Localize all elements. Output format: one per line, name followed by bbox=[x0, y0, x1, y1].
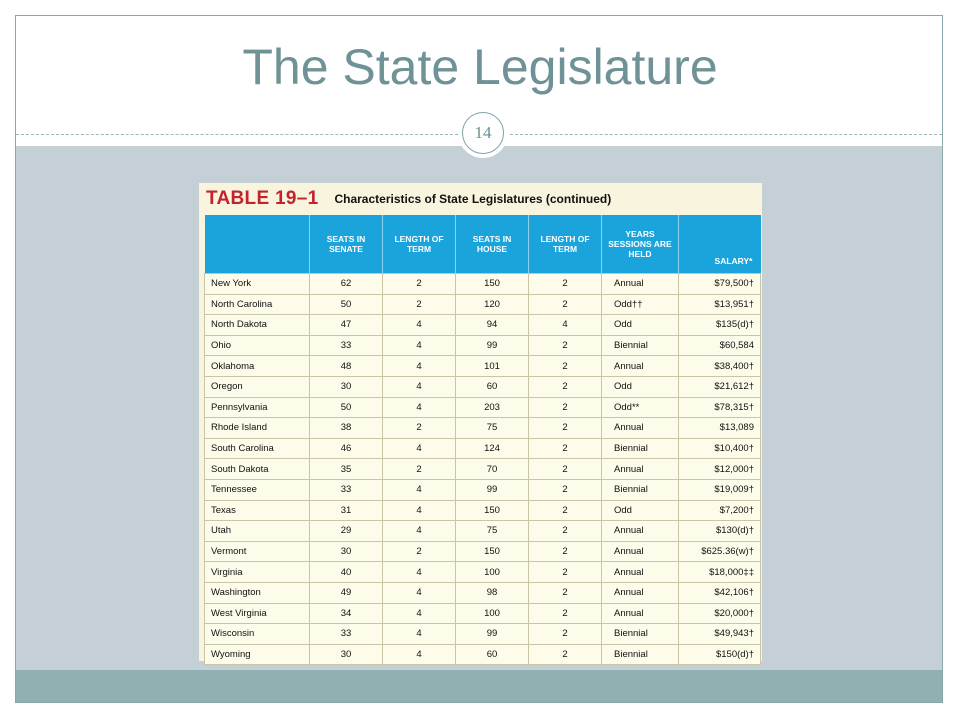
legislature-table-image bbox=[199, 183, 762, 661]
cell-senate-term: 4 bbox=[383, 397, 456, 418]
cell-sessions: Biennial bbox=[602, 644, 679, 665]
legislature-table bbox=[204, 215, 761, 665]
cell-house-seats: 60 bbox=[456, 644, 529, 665]
cell-house-seats: 99 bbox=[456, 624, 529, 645]
cell-sessions: Biennial bbox=[602, 624, 679, 645]
cell-senate-seats: 62 bbox=[310, 274, 383, 295]
header-state bbox=[205, 215, 310, 274]
cell-house-term: 2 bbox=[529, 418, 602, 439]
cell-senate-term: 2 bbox=[383, 294, 456, 315]
cell-house-term: 2 bbox=[529, 438, 602, 459]
slide-title: The State Legislature bbox=[242, 39, 718, 95]
cell-state: West Virginia bbox=[205, 603, 310, 624]
cell-sessions: Annual bbox=[602, 541, 679, 562]
cell-salary: $13,089 bbox=[679, 418, 761, 439]
header-salary: SALARY* bbox=[679, 215, 761, 274]
table-row bbox=[205, 459, 761, 480]
cell-house-term: 2 bbox=[529, 479, 602, 500]
cell-senate-seats: 33 bbox=[310, 335, 383, 356]
cell-house-seats: 99 bbox=[456, 479, 529, 500]
cell-sessions: Odd bbox=[602, 315, 679, 336]
cell-senate-term: 2 bbox=[383, 459, 456, 480]
cell-senate-seats: 30 bbox=[310, 644, 383, 665]
cell-state: Washington bbox=[205, 582, 310, 603]
cell-salary: $10,400† bbox=[679, 438, 761, 459]
table-row bbox=[205, 479, 761, 500]
cell-salary: $38,400† bbox=[679, 356, 761, 377]
cell-state: Texas bbox=[205, 500, 310, 521]
cell-senate-seats: 47 bbox=[310, 315, 383, 336]
table-row bbox=[205, 418, 761, 439]
cell-senate-term: 4 bbox=[383, 335, 456, 356]
cell-state: Oregon bbox=[205, 376, 310, 397]
table-row bbox=[205, 376, 761, 397]
cell-senate-term: 4 bbox=[383, 582, 456, 603]
cell-sessions: Odd bbox=[602, 500, 679, 521]
cell-senate-term: 4 bbox=[383, 500, 456, 521]
cell-sessions: Annual bbox=[602, 521, 679, 542]
cell-state: Ohio bbox=[205, 335, 310, 356]
cell-sessions: Odd bbox=[602, 376, 679, 397]
cell-senate-seats: 49 bbox=[310, 582, 383, 603]
cell-state: Vermont bbox=[205, 541, 310, 562]
table-row bbox=[205, 397, 761, 418]
cell-state: Wyoming bbox=[205, 644, 310, 665]
table-body bbox=[205, 274, 761, 665]
table-row bbox=[205, 582, 761, 603]
cell-house-seats: 75 bbox=[456, 521, 529, 542]
table-row bbox=[205, 315, 761, 336]
cell-house-term: 2 bbox=[529, 644, 602, 665]
cell-house-seats: 120 bbox=[456, 294, 529, 315]
cell-senate-term: 2 bbox=[383, 274, 456, 295]
cell-house-term: 2 bbox=[529, 274, 602, 295]
cell-senate-term: 4 bbox=[383, 479, 456, 500]
cell-house-term: 2 bbox=[529, 356, 602, 377]
table-row bbox=[205, 274, 761, 295]
cell-state: Rhode Island bbox=[205, 418, 310, 439]
cell-senate-term: 4 bbox=[383, 356, 456, 377]
cell-salary: $49,943† bbox=[679, 624, 761, 645]
cell-state: Oklahoma bbox=[205, 356, 310, 377]
cell-house-term: 2 bbox=[529, 397, 602, 418]
cell-house-term: 2 bbox=[529, 294, 602, 315]
cell-house-seats: 100 bbox=[456, 603, 529, 624]
table-row bbox=[205, 644, 761, 665]
cell-senate-term: 4 bbox=[383, 644, 456, 665]
cell-salary: $79,500† bbox=[679, 274, 761, 295]
cell-state: North Dakota bbox=[205, 315, 310, 336]
cell-state: Wisconsin bbox=[205, 624, 310, 645]
cell-senate-term: 2 bbox=[383, 418, 456, 439]
cell-senate-seats: 48 bbox=[310, 356, 383, 377]
cell-state: South Carolina bbox=[205, 438, 310, 459]
cell-house-term: 2 bbox=[529, 376, 602, 397]
table-header-row bbox=[205, 215, 761, 274]
cell-salary: $20,000† bbox=[679, 603, 761, 624]
header-sessions: YEARS SESSIONS ARE HELD bbox=[602, 215, 679, 274]
cell-senate-term: 4 bbox=[383, 624, 456, 645]
table-row bbox=[205, 335, 761, 356]
cell-house-seats: 150 bbox=[456, 541, 529, 562]
cell-salary: $12,000† bbox=[679, 459, 761, 480]
cell-sessions: Annual bbox=[602, 562, 679, 583]
cell-salary: $78,315† bbox=[679, 397, 761, 418]
cell-state: Virginia bbox=[205, 562, 310, 583]
table-caption: Characteristics of State Legislatures (continued) bbox=[334, 192, 612, 206]
cell-senate-term: 4 bbox=[383, 315, 456, 336]
cell-sessions: Annual bbox=[602, 603, 679, 624]
cell-house-term: 2 bbox=[529, 500, 602, 521]
cell-house-seats: 203 bbox=[456, 397, 529, 418]
header-house-seats: SEATS IN HOUSE bbox=[456, 215, 529, 274]
cell-state: Utah bbox=[205, 521, 310, 542]
cell-sessions: Biennial bbox=[602, 438, 679, 459]
page-number: 14 bbox=[462, 112, 504, 154]
cell-salary: $42,106† bbox=[679, 582, 761, 603]
cell-senate-seats: 33 bbox=[310, 479, 383, 500]
cell-sessions: Biennial bbox=[602, 479, 679, 500]
page-number-badge bbox=[458, 108, 508, 158]
cell-house-term: 2 bbox=[529, 603, 602, 624]
cell-salary: $21,612† bbox=[679, 376, 761, 397]
cell-salary: $18,000‡‡ bbox=[679, 562, 761, 583]
cell-senate-term: 4 bbox=[383, 603, 456, 624]
cell-senate-term: 4 bbox=[383, 562, 456, 583]
table-label: TABLE 19–1 bbox=[206, 188, 319, 209]
cell-house-term: 2 bbox=[529, 541, 602, 562]
cell-house-term: 2 bbox=[529, 521, 602, 542]
cell-senate-seats: 31 bbox=[310, 500, 383, 521]
cell-sessions: Annual bbox=[602, 582, 679, 603]
cell-senate-seats: 34 bbox=[310, 603, 383, 624]
header-senate-term: LENGTH OF TERM bbox=[383, 215, 456, 274]
cell-senate-seats: 30 bbox=[310, 376, 383, 397]
cell-house-term: 2 bbox=[529, 582, 602, 603]
cell-senate-seats: 50 bbox=[310, 397, 383, 418]
cell-house-seats: 100 bbox=[456, 562, 529, 583]
cell-senate-term: 2 bbox=[383, 541, 456, 562]
table-heading bbox=[199, 183, 762, 215]
cell-sessions: Odd†† bbox=[602, 294, 679, 315]
cell-salary: $60,584 bbox=[679, 335, 761, 356]
cell-sessions: Annual bbox=[602, 274, 679, 295]
cell-house-seats: 99 bbox=[456, 335, 529, 356]
table-row bbox=[205, 603, 761, 624]
cell-senate-seats: 30 bbox=[310, 541, 383, 562]
cell-senate-term: 4 bbox=[383, 521, 456, 542]
cell-state: South Dakota bbox=[205, 459, 310, 480]
cell-state: New York bbox=[205, 274, 310, 295]
cell-senate-term: 4 bbox=[383, 438, 456, 459]
footer-bar bbox=[16, 670, 942, 702]
table-row bbox=[205, 500, 761, 521]
cell-sessions: Odd** bbox=[602, 397, 679, 418]
cell-house-seats: 98 bbox=[456, 582, 529, 603]
cell-salary: $19,009† bbox=[679, 479, 761, 500]
cell-salary: $7,200† bbox=[679, 500, 761, 521]
cell-house-term: 2 bbox=[529, 335, 602, 356]
cell-salary: $625.36(w)† bbox=[679, 541, 761, 562]
cell-salary: $13,951† bbox=[679, 294, 761, 315]
header-senate-seats: SEATS IN SENATE bbox=[310, 215, 383, 274]
cell-sessions: Annual bbox=[602, 418, 679, 439]
table-row bbox=[205, 521, 761, 542]
cell-sessions: Biennial bbox=[602, 335, 679, 356]
cell-salary: $135(d)† bbox=[679, 315, 761, 336]
cell-house-seats: 94 bbox=[456, 315, 529, 336]
cell-house-term: 2 bbox=[529, 459, 602, 480]
table-row bbox=[205, 294, 761, 315]
table-row bbox=[205, 356, 761, 377]
cell-house-seats: 101 bbox=[456, 356, 529, 377]
cell-house-term: 2 bbox=[529, 562, 602, 583]
cell-house-seats: 150 bbox=[456, 274, 529, 295]
cell-house-seats: 70 bbox=[456, 459, 529, 480]
cell-sessions: Annual bbox=[602, 356, 679, 377]
cell-state: North Carolina bbox=[205, 294, 310, 315]
cell-senate-seats: 40 bbox=[310, 562, 383, 583]
cell-house-term: 4 bbox=[529, 315, 602, 336]
cell-senate-seats: 46 bbox=[310, 438, 383, 459]
cell-house-seats: 60 bbox=[456, 376, 529, 397]
cell-house-seats: 75 bbox=[456, 418, 529, 439]
table-row bbox=[205, 624, 761, 645]
cell-senate-term: 4 bbox=[383, 376, 456, 397]
cell-salary: $130(d)† bbox=[679, 521, 761, 542]
cell-sessions: Annual bbox=[602, 459, 679, 480]
cell-senate-seats: 33 bbox=[310, 624, 383, 645]
cell-senate-seats: 29 bbox=[310, 521, 383, 542]
cell-house-term: 2 bbox=[529, 624, 602, 645]
cell-senate-seats: 38 bbox=[310, 418, 383, 439]
cell-salary: $150(d)† bbox=[679, 644, 761, 665]
cell-house-seats: 150 bbox=[456, 500, 529, 521]
cell-state: Pennsylvania bbox=[205, 397, 310, 418]
cell-state: Tennessee bbox=[205, 479, 310, 500]
cell-senate-seats: 50 bbox=[310, 294, 383, 315]
table-row bbox=[205, 541, 761, 562]
cell-house-seats: 124 bbox=[456, 438, 529, 459]
table-row bbox=[205, 438, 761, 459]
cell-senate-seats: 35 bbox=[310, 459, 383, 480]
header-house-term: LENGTH OF TERM bbox=[529, 215, 602, 274]
table-row bbox=[205, 562, 761, 583]
